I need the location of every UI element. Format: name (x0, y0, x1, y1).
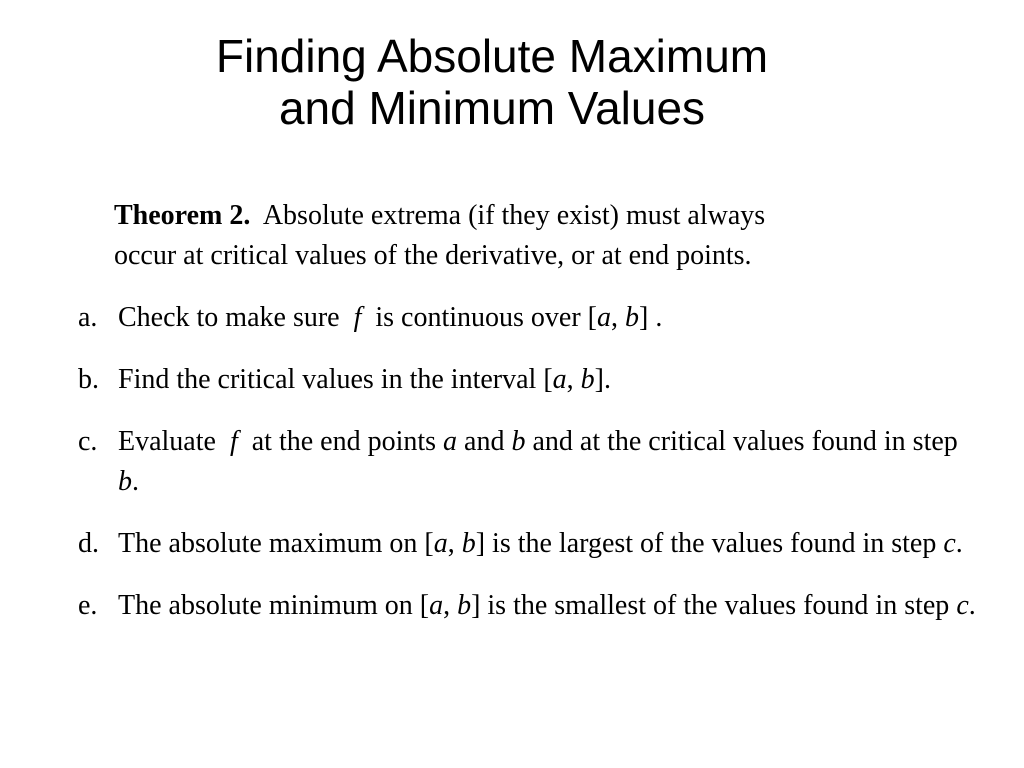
math-variable: a (429, 590, 444, 621)
text-run: and at the critical values found in step (525, 426, 958, 457)
theorem-text-line-2: occur at critical values of the derivative, or at end points. (114, 240, 752, 271)
step-text (118, 302, 662, 333)
step-text (118, 528, 963, 559)
step-marker: c. (78, 426, 98, 457)
math-variable: b (511, 426, 526, 457)
step-b (78, 360, 978, 400)
text-run: is continuous over [ (368, 302, 598, 333)
text-run: ]. (594, 364, 611, 395)
math-variable: b (461, 528, 476, 559)
text-run: Check to make sure (118, 302, 347, 333)
slide-title (0, 30, 984, 134)
text-run: , (443, 590, 458, 621)
text-run: . (955, 528, 963, 559)
text-run: ] is the smallest of the values found in step (471, 590, 957, 621)
step-marker: b. (78, 364, 99, 395)
text-run: at the end points (244, 426, 444, 457)
math-variable: f (353, 302, 362, 333)
text-run: and (457, 426, 512, 457)
math-variable: c (943, 528, 956, 559)
math-variable: a (597, 302, 612, 333)
text-run: ] . (639, 302, 663, 333)
step-text (118, 590, 976, 621)
text-run: , (566, 364, 581, 395)
math-variable: f (229, 426, 238, 457)
math-variable: a (552, 364, 567, 395)
text-run: Find the critical values in the interval [ (118, 364, 553, 395)
step-c (78, 422, 978, 502)
step-e (78, 586, 978, 626)
text-run: , (611, 302, 626, 333)
step-marker: a. (78, 302, 98, 333)
math-variable: c (956, 590, 969, 621)
text-run: . (968, 590, 976, 621)
math-variable: b (118, 466, 132, 497)
title-line-2: and Minimum Values (278, 82, 706, 134)
theorem-statement (114, 196, 934, 276)
math-variable: a (443, 426, 458, 457)
text-run: Evaluate (118, 426, 223, 457)
math-variable: a (433, 528, 448, 559)
text-run: The absolute maximum on [ (118, 528, 434, 559)
text-run: The absolute minimum on [ (118, 590, 430, 621)
step-d (78, 524, 978, 564)
step-text (118, 364, 611, 395)
theorem-text-line-1: Absolute extrema (if they exist) must always (262, 200, 766, 231)
step-text (118, 426, 958, 497)
title-line-1: Finding Absolute Maximum (215, 30, 769, 82)
theorem-label: Theorem 2. (114, 200, 251, 231)
math-variable: b (457, 590, 472, 621)
step-marker: d. (78, 528, 99, 559)
steps-list (78, 298, 978, 648)
step-a (78, 298, 978, 338)
step-marker: e. (78, 590, 98, 621)
math-variable: b (580, 364, 595, 395)
text-run: . (132, 466, 139, 497)
text-run: ] is the largest of the values found in step (475, 528, 944, 559)
math-variable: b (625, 302, 640, 333)
text-run: , (447, 528, 462, 559)
